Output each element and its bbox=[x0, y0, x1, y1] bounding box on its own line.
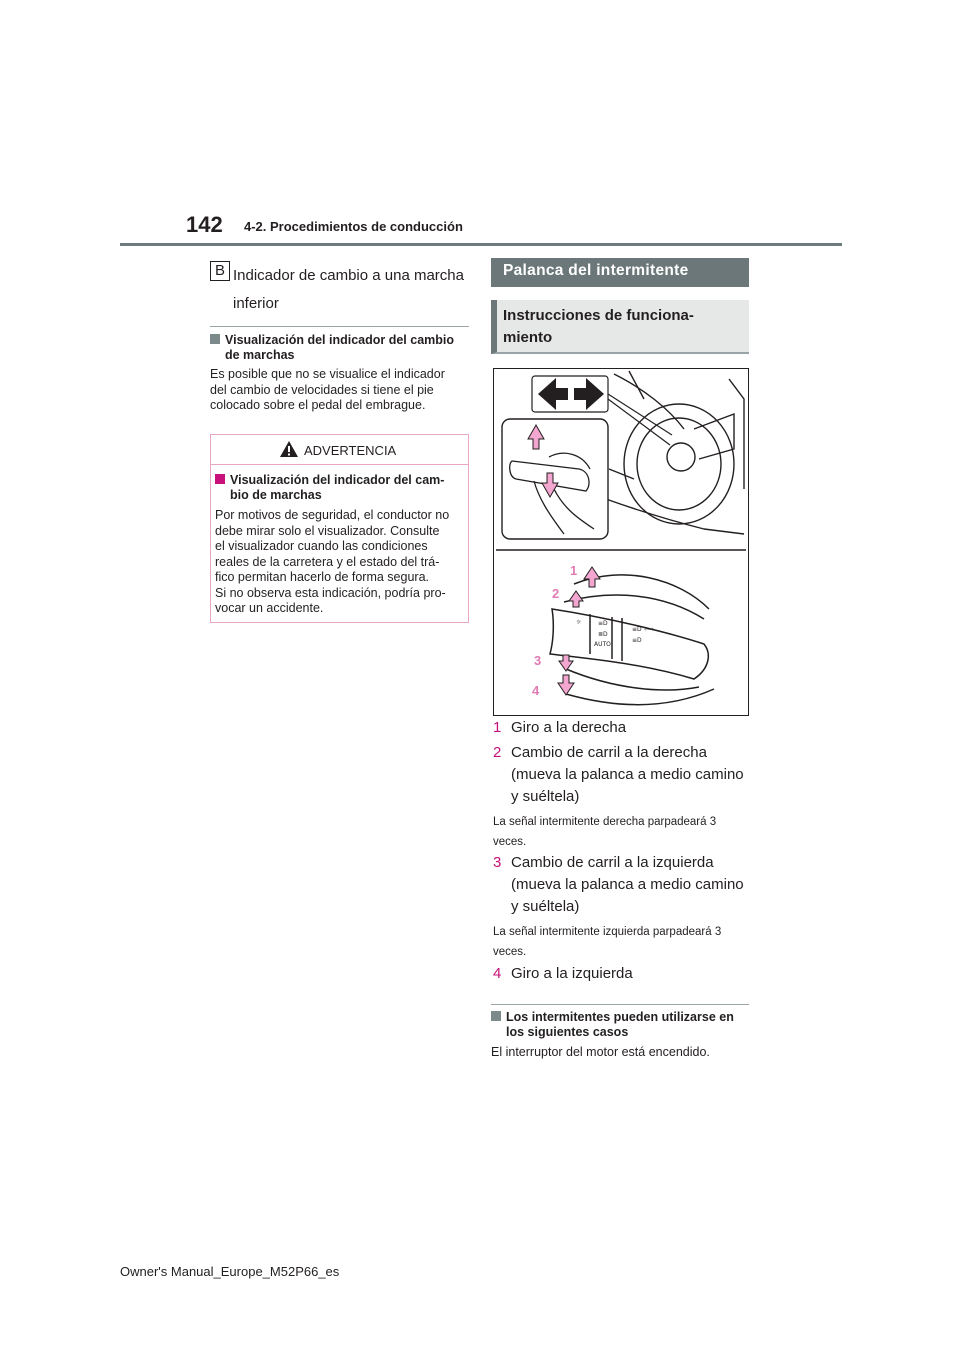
page-number: 142 bbox=[186, 212, 223, 237]
warning-triangle-icon bbox=[279, 440, 299, 458]
warning-title: ADVERTENCIA bbox=[304, 443, 397, 458]
callout-2: 2 bbox=[552, 586, 560, 601]
section-title: 4-2. Procedimientos de conducción bbox=[244, 219, 463, 234]
gear-indicator-text: Es posible que no se visualice el indicador del cambio de velocidades si tiene el pie colocado sobre el pedal del embrague. bbox=[210, 367, 445, 412]
item-b-label: B bbox=[210, 261, 230, 281]
note-item-2: La señal intermitente derecha parpadeará 3 veces. bbox=[493, 816, 717, 848]
warning-divider bbox=[211, 464, 468, 465]
svg-text:≡D: ≡D bbox=[632, 626, 642, 633]
svg-text:⇦⇨: ⇦⇨ bbox=[644, 626, 655, 633]
callout-3: 3 bbox=[534, 653, 542, 668]
item-b-text: Indicador de cambio a una marcha inferior bbox=[233, 267, 464, 312]
subsection-header: Instrucciones de funciona- miento bbox=[491, 300, 749, 354]
callout-4: 4 bbox=[532, 683, 540, 698]
warning-body: Por motivos de seguridad, el conductor no debe mirar solo el visualizador. Consulte el visualizador cuando las condiciones reales de la carretera y el estado del trá- fico permitan hacerlo de forma segura. Si no observa esta indicación, podría pro- vocar un accidente. bbox=[215, 508, 450, 615]
lane-change-right-arrow-icon bbox=[569, 591, 583, 607]
warning-subheading: Visualización del indicador del cam- bio de marchas bbox=[215, 473, 467, 503]
callout-1: 1 bbox=[570, 563, 578, 578]
lane-change-left-arrow-icon bbox=[559, 655, 573, 671]
square-bullet-icon bbox=[215, 474, 225, 484]
section-divider bbox=[491, 1004, 749, 1005]
footer-manual-id: Owner's Manual_Europe_M52P66_es bbox=[120, 1264, 340, 1279]
svg-text:≡D: ≡D bbox=[598, 620, 608, 627]
warning-box bbox=[210, 434, 469, 623]
section-divider bbox=[210, 326, 469, 327]
left-turn-arrow-icon bbox=[558, 675, 574, 695]
steering-wheel-illustration bbox=[606, 371, 744, 534]
subheading-usage-conditions: Los intermitentes pueden utilizarse en los siguientes casos bbox=[491, 1010, 749, 1040]
list-item-4: 4 Giro a la izquierda bbox=[493, 965, 633, 982]
list-item-1: 1 Giro a la derecha bbox=[493, 719, 627, 736]
svg-text:☼: ☼ bbox=[576, 619, 582, 626]
warning-header bbox=[211, 435, 468, 465]
svg-text:AUTO: AUTO bbox=[594, 641, 611, 648]
turn-signal-lever-figure bbox=[493, 368, 749, 716]
svg-text:≣D: ≣D bbox=[598, 631, 608, 638]
square-bullet-icon bbox=[210, 334, 220, 344]
note-item-3: La señal intermitente izquierda parpadeará 3 veces. bbox=[493, 926, 722, 958]
list-item-2: 2 Cambio de carril a la derecha (mueva la palanca a medio camino y suéltela) bbox=[493, 744, 744, 805]
usage-conditions-text: El interruptor del motor está encendido. bbox=[491, 1045, 710, 1059]
lever-symbols bbox=[576, 619, 654, 648]
section-banner: Palanca del intermitente bbox=[491, 258, 749, 287]
direction-arrows bbox=[538, 378, 604, 410]
header-divider bbox=[120, 243, 842, 246]
subheading-gear-indicator: Visualización del indicador del cambio de marchas bbox=[210, 333, 469, 363]
list-item-3: 3 Cambio de carril a la izquierda (mueva la palanca a medio camino y suéltela) bbox=[493, 854, 744, 915]
lever-illustration bbox=[494, 369, 748, 715]
right-turn-arrow-icon bbox=[584, 567, 600, 587]
svg-text:≡D: ≡D bbox=[632, 637, 642, 644]
square-bullet-icon bbox=[491, 1011, 501, 1021]
